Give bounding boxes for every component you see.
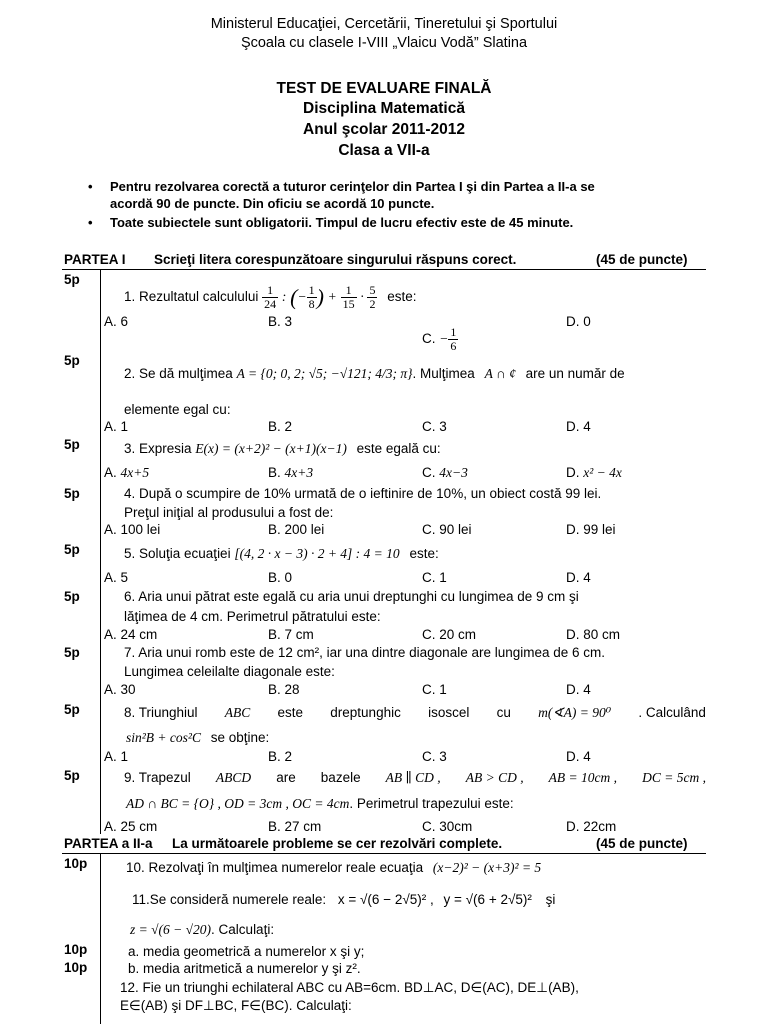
q3-text: 3. Expresia E(x) = (x+2)² − (x+1)(x−1) este egală cu: <box>124 441 441 456</box>
q8-text-line-2: sin²B + cos²C se obţine: <box>126 730 270 745</box>
q1-option-b: B. 3 <box>268 314 293 329</box>
part1-instruction: Scrieţi litera corespunzătoare singurului răspuns corect. <box>154 252 517 267</box>
q8-option-d: D. 4 <box>566 749 591 764</box>
q6-option-c: C. 20 cm <box>422 627 477 642</box>
part2-left-column-line <box>100 854 101 1024</box>
q3-option-a: A. 4x+5 <box>104 465 150 480</box>
q1-option-a: A. 6 <box>104 314 129 329</box>
class-title: Clasa a VII-a <box>338 142 430 159</box>
q4-option-c: C. 90 lei <box>422 522 472 537</box>
q4-option-b: B. 200 lei <box>268 522 325 537</box>
q1-option-d: D. 0 <box>566 314 591 329</box>
q11b-points: 10p <box>64 960 88 975</box>
q8-option-b: B. 2 <box>268 749 293 764</box>
q11-text: 11.Se consideră numerele reale: x = √(6 − 2√5)² , y = √(6 + 2√5)² şi <box>132 892 556 907</box>
q4-option-a: A. 100 lei <box>104 522 161 537</box>
part2-instruction: La următoarele probleme se cer rezolvări complete. <box>172 836 503 851</box>
q11-y: y = √(6 + 2√5)² <box>443 892 532 907</box>
q2-option-a: A. 1 <box>104 419 129 434</box>
q3-points: 5p <box>64 437 80 452</box>
q1-fraction-2: $\frac{1}{8}$ <box>308 283 315 311</box>
q2-text: 2. Se dă mulţimea A = {0; 0, 2; √5; −√121; 4/3; π}. Mulţimea A ∩ ¢ are un număr de <box>124 366 625 381</box>
q11-item-a: a. media geometrică a numerelor x şi y; <box>128 944 365 959</box>
part1-divider <box>62 269 706 270</box>
q2-option-c: C. 3 <box>422 419 447 434</box>
q10-equation: (x−2)² − (x+3)² = 5 <box>432 860 542 875</box>
q4-option-d: D. 99 lei <box>566 522 616 537</box>
q2-points: 5p <box>64 353 80 368</box>
q5-option-a: A. 5 <box>104 570 129 585</box>
q7-text-line-2: Lungimea celeilalte diagonale este: <box>124 664 335 679</box>
q9-text: 9. Trapezul ABCD are bazele AB ∥ CD , AB > CD , AB = 10cm , DC = 5cm , <box>124 770 706 785</box>
q9-points: 5p <box>64 768 80 783</box>
q5-points: 5p <box>64 542 80 557</box>
q12-text: 12. Fie un triunghi echilateral ABC cu AB=6cm. BD⊥AC, D∈(AC), DE⊥(AB), <box>120 980 579 995</box>
part1-label: PARTEA I <box>64 252 126 267</box>
q7-text: 7. Aria unui romb este de 12 cm², iar una dintre diagonale are lungimea de 6 cm. <box>124 645 606 660</box>
q3-expression: E(x) = (x+2)² − (x+1)(x−1) <box>195 441 347 456</box>
ministry-header: Ministerul Educaţiei, Cercetării, Tineretului şi Sportului <box>210 16 558 32</box>
q5-option-b: B. 0 <box>268 570 293 585</box>
q11-item-b: b. media aritmetică a numerelor y şi z². <box>128 961 361 976</box>
discipline-title: Disciplina Matematică <box>303 100 465 117</box>
q11-x: x = √(6 − 2√5)² , <box>337 892 434 907</box>
q9-text-line-2: AD ∩ BC = {O} , OD = 3cm , OC = 4cm. Perimetrul trapezului este: <box>126 796 514 811</box>
q4-text-line-2: Preţul iniţial al produsului a fost de: <box>124 505 334 520</box>
q1-text: 1. Rezultatul calculului $\frac{1}{24}$ : (− $\frac{1}{8}$ ) + $\frac{1}{15}$ · $\frac{5}{2}$ este: <box>124 283 417 311</box>
q5-expression: [(4, 2 · x − 3) · 2 + 4] : 4 = 10 <box>234 546 400 561</box>
q3-option-c: C. 4x−3 <box>422 465 468 480</box>
q3-option-b: B. 4x+3 <box>268 465 314 480</box>
q12-text-line-2: E∈(AB) şi DF⊥BC, F∈(BC). Calculaţi: <box>120 998 352 1013</box>
q1-fraction-1: $\frac{1}{24}$ <box>264 283 277 311</box>
q6-points: 5p <box>64 589 80 604</box>
part2-divider <box>62 853 706 854</box>
q6-option-a: A. 24 cm <box>104 627 158 642</box>
bullet-icon: • <box>88 179 93 194</box>
instruction-1-line-1: Pentru rezolvarea corectă a tuturor cerinţelor din Partea I şi din Partea a II-a se <box>110 179 595 194</box>
q9-option-b: B. 27 cm <box>268 819 322 834</box>
q6-text-line-2: lăţimea de 4 cm. Perimetrul pătratului este: <box>124 609 381 624</box>
q2-set: A = {0; 0, 2; √5; −√121; 4/3; π} <box>236 366 413 381</box>
q3-option-d: D. x² − 4x <box>566 465 622 480</box>
q8-points: 5p <box>64 702 80 717</box>
q7-option-a: A. 30 <box>104 682 136 697</box>
q11-z: z = √(6 − √20) <box>130 922 212 937</box>
q11a-points: 10p <box>64 942 88 957</box>
q6-text: 6. Aria unui pătrat este egală cu aria unui dreptunghi cu lungimea de 9 cm şi <box>124 589 579 604</box>
test-title: TEST DE EVALUARE FINALĂ <box>276 80 492 97</box>
q7-option-d: D. 4 <box>566 682 591 697</box>
q6-option-d: D. 80 cm <box>566 627 621 642</box>
q5-text: 5. Soluţia ecuaţiei [(4, 2 · x − 3) · 2 + 4] : 4 = 10 este: <box>124 546 439 561</box>
instruction-2: Toate subiectele sunt obligatorii. Timpul de lucru efectiv este de 45 minute. <box>110 215 574 230</box>
q8-angle: m(∢A) = 90⁰ <box>538 705 612 720</box>
q8-expression: sin²B + cos²C <box>126 730 201 745</box>
part2-label: PARTEA a II-a <box>64 836 153 851</box>
q9-conditions: AD ∩ BC = {O} , OD = 3cm , OC = 4cm <box>126 796 350 811</box>
school-header: Şcoala cu clasele I-VIII „Vlaicu Vodă” Slatina <box>240 35 528 51</box>
q6-option-b: B. 7 cm <box>268 627 314 642</box>
q10-text: 10. Rezolvaţi în mulţimea numerelor reale ecuaţia (x−2)² − (x+3)² = 5 <box>126 860 542 875</box>
q2-option-b: B. 2 <box>268 419 293 434</box>
q7-option-b: B. 28 <box>268 682 300 697</box>
q5-option-c: C. 1 <box>422 570 447 585</box>
q5-option-d: D. 4 <box>566 570 591 585</box>
q8-text: 8. Triunghiul ABC este dreptunghic isoscel cu m(∢A) = 90⁰ . Calculând <box>124 705 706 720</box>
q9-option-c: C. 30cm <box>422 819 473 834</box>
part2-points: (45 de puncte) <box>596 836 688 851</box>
part1-points: (45 de puncte) <box>596 252 688 267</box>
q2-text-line-2: elemente egal cu: <box>124 402 231 417</box>
q1-fraction-4: $\frac{5}{2}$ <box>369 283 376 311</box>
q9-option-a: A. 25 cm <box>104 819 158 834</box>
q11-text-line-2: z = √(6 − √20). Calculaţi: <box>130 922 275 937</box>
q9-option-d: D. 22cm <box>566 819 617 834</box>
part1-left-column-line <box>100 270 101 834</box>
q7-option-c: C. 1 <box>422 682 447 697</box>
q10-points: 10p <box>64 856 88 871</box>
q2-option-d: D. 4 <box>566 419 591 434</box>
q4-points: 5p <box>64 486 80 501</box>
q1-option-c: C. − $\frac{1}{6}$ <box>422 325 457 353</box>
instruction-1-line-2: acordă 90 de puncte. Din oficiu se acordă 10 puncte. <box>110 196 435 211</box>
q7-points: 5p <box>64 645 80 660</box>
q1-points: 5p <box>64 272 80 287</box>
bullet-icon: • <box>88 215 93 230</box>
q4-text: 4. După o scumpire de 10% urmată de o ieftinire de 10%, un obiect costă 99 lei. <box>124 486 602 501</box>
q8-option-a: A. 1 <box>104 749 129 764</box>
school-year-title: Anul şcolar 2011-2012 <box>303 121 465 138</box>
q1-fraction-3: $\frac{1}{15}$ <box>342 283 355 311</box>
q8-option-c: C. 3 <box>422 749 447 764</box>
